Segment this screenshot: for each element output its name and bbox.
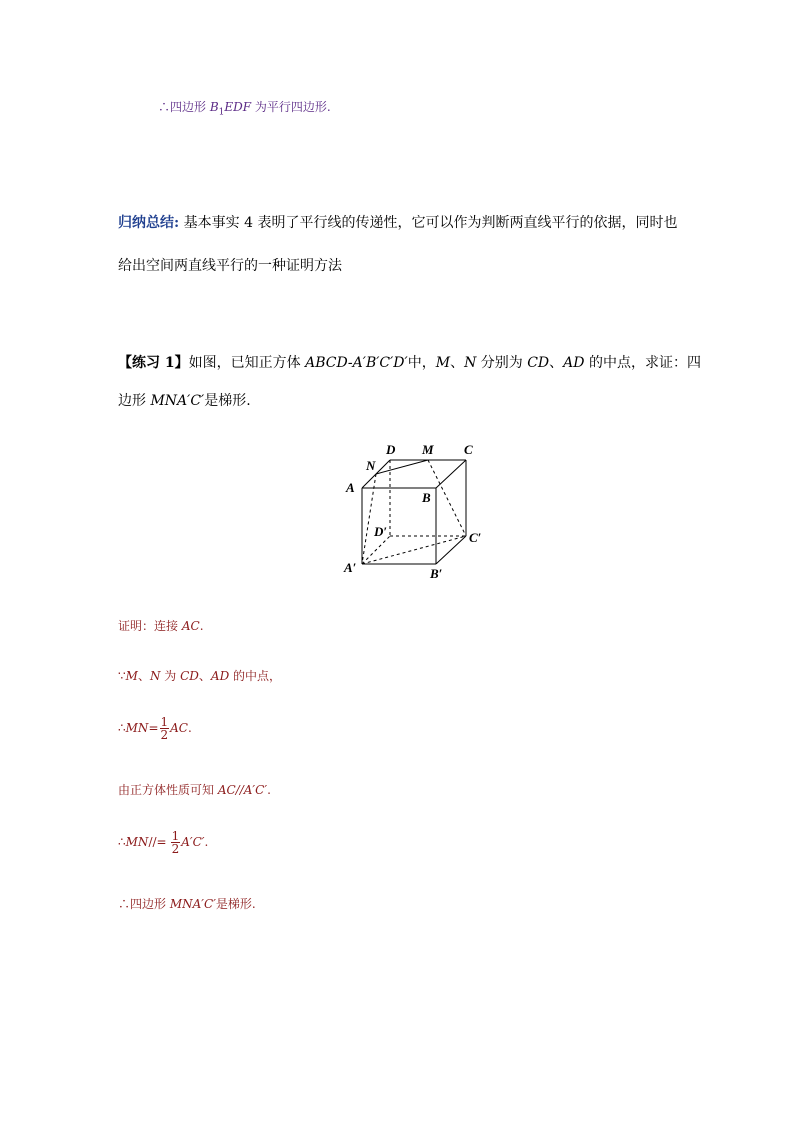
proof-segment-cd: CD xyxy=(180,669,199,683)
proof-period-2: . xyxy=(204,835,209,849)
proof-text-2b: 、 xyxy=(137,669,150,683)
subscript-1: 1 xyxy=(218,107,225,118)
proof-segment-mn: MN xyxy=(125,721,149,735)
conclusion-line xyxy=(158,98,331,117)
proof-text-2c: 为 xyxy=(160,669,181,683)
fraction-denominator-2: 2 xyxy=(171,842,180,856)
hidden-segment-mc xyxy=(428,460,466,536)
exercise-label: 【练习 1】 xyxy=(118,355,189,371)
exercise-text-f: 的中点，求证：四 xyxy=(584,355,701,371)
proof-line-1 xyxy=(118,617,204,634)
fraction-half xyxy=(160,716,170,741)
proof-quad-name: MNA′C′ xyxy=(169,897,216,911)
label-n: N xyxy=(366,458,376,473)
proof-line-6 xyxy=(118,895,256,912)
therefore-symbol-2: ∴ xyxy=(118,835,126,849)
proof-segment-mn-2: MN xyxy=(125,835,149,849)
because-symbol: ∵ xyxy=(118,669,126,683)
summary-label: 归纳总结: xyxy=(118,215,180,231)
proof-text-4a: 由正方体性质可知 xyxy=(118,783,218,797)
edge-bc xyxy=(436,460,466,488)
proof-line-4 xyxy=(118,781,271,798)
proof-line-2 xyxy=(118,667,281,684)
cube-name: ABCD-A′B′C′D′ xyxy=(305,355,408,371)
exercise-text-c: 、 xyxy=(450,355,465,371)
summary-text-2: 给出空间两直线平行的一种证明方法 xyxy=(118,258,342,274)
exercise-line-1 xyxy=(118,352,701,372)
proof-text-4c: . xyxy=(267,783,271,797)
conclusion-suffix: 为平行四边形. xyxy=(251,100,331,114)
exercise-text-h: 是梯形. xyxy=(204,393,251,409)
summary-line-1 xyxy=(118,212,677,232)
therefore-symbol: ∴ xyxy=(118,721,126,735)
equals-sign: = xyxy=(148,721,159,735)
proof-text-6a: ∴四边形 xyxy=(118,897,170,911)
proof-segment-a-prime-c-prime: A′C′ xyxy=(181,835,205,849)
conclusion-prefix: ∴四边形 xyxy=(158,100,210,114)
parallel-statement: AC//A′C′ xyxy=(217,783,268,797)
vertex-edf: EDF xyxy=(224,100,252,114)
exercise-line-2 xyxy=(118,390,251,410)
proof-text-6b: 是梯形. xyxy=(215,897,256,911)
summary-line-2 xyxy=(118,255,342,275)
fraction-denominator: 2 xyxy=(160,728,169,742)
label-d-prime: D′ xyxy=(374,524,388,539)
exercise-text-b: 中， xyxy=(407,355,436,371)
proof-point-m: M xyxy=(125,669,138,683)
fraction-numerator-2: 1 xyxy=(171,829,180,843)
exercise-text-d: 分别为 xyxy=(476,355,528,371)
label-b: B xyxy=(422,490,431,505)
exercise-text-e: 、 xyxy=(549,355,564,371)
exercise-text-a: 如图，已知正方体 xyxy=(188,355,306,371)
proof-line-5 xyxy=(118,830,208,855)
exercise-text-g: 边形 xyxy=(118,393,151,409)
label-c: C xyxy=(464,442,473,457)
label-a: A xyxy=(346,480,355,495)
summary-number: 4 xyxy=(244,215,253,231)
proof-line-3 xyxy=(118,716,192,741)
quad-name: MNA′C′ xyxy=(150,393,205,409)
proof-text-2e: 的中点， xyxy=(229,669,282,683)
proof-point-n: N xyxy=(149,669,161,683)
point-m: M xyxy=(435,355,451,371)
proof-period: . xyxy=(188,721,192,735)
summary-text-b: 表明了平行线的传递性，它可以作为判断两直线平行的依据，同时也 xyxy=(253,215,678,231)
segment-ac: AC xyxy=(181,619,200,633)
parallel-equal-sign: //= xyxy=(148,835,167,849)
vertex-b: B xyxy=(209,100,219,114)
proof-text-2d: 、 xyxy=(198,669,211,683)
cube-figure xyxy=(330,430,490,590)
summary-text-a: 基本事实 xyxy=(179,215,245,231)
label-a-prime: A′ xyxy=(344,560,357,575)
segment-cd: CD xyxy=(527,355,550,371)
proof-text-1a: 证明：连接 xyxy=(118,619,182,633)
point-n: N xyxy=(464,355,477,371)
segment-mn xyxy=(376,460,428,474)
proof-segment-ac: AC xyxy=(170,721,188,735)
proof-text-1c: . xyxy=(199,619,204,633)
fraction-half-2 xyxy=(171,830,181,855)
label-b-prime: B′ xyxy=(430,566,443,581)
proof-segment-ad: AD xyxy=(210,669,230,683)
label-c-prime: C′ xyxy=(469,530,482,545)
fraction-numerator: 1 xyxy=(160,715,169,729)
label-d: D xyxy=(386,442,396,457)
segment-ad: AD xyxy=(563,355,585,371)
label-m: M xyxy=(422,442,434,457)
